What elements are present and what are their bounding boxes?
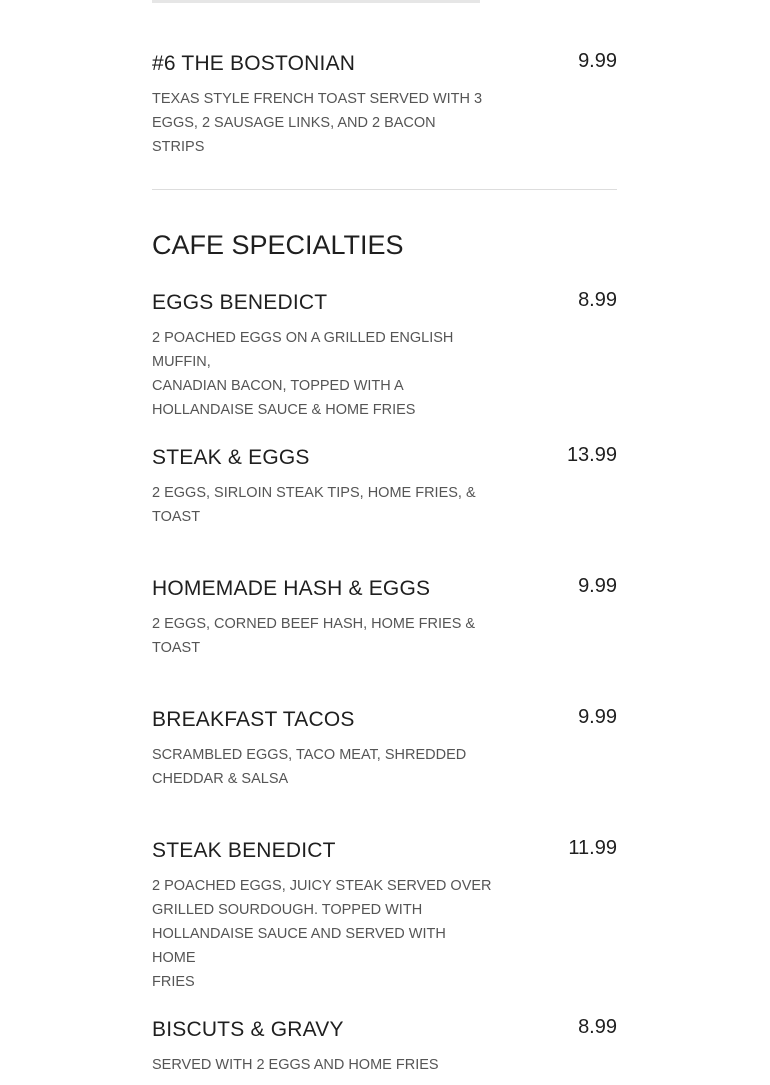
menu-item-price: 8.99: [578, 1016, 617, 1038]
menu-item-description: SERVED WITH 2 EGGS AND HOME FRIES: [152, 1057, 439, 1073]
menu-item-name: STEAK & EGGS: [152, 446, 310, 469]
menu-item-price: 8.99: [578, 289, 617, 311]
menu-item-name: BISCUTS & GRAVY: [152, 1018, 344, 1041]
menu-item-description: 2 EGGS, SIRLOIN STEAK TIPS, HOME FRIES, & TOAST: [152, 485, 476, 525]
menu-item-description: 2 POACHED EGGS, JUICY STEAK SERVED OVER GRILLED SOURDOUGH. TOPPED WITH HOLLANDAISE SAUCE AND SERVED WITH HOME FRIES: [152, 878, 492, 990]
section-divider: [152, 189, 617, 190]
menu-item-name: BREAKFAST TACOS: [152, 708, 355, 731]
menu-item-name: HOMEMADE HASH & EGGS: [152, 577, 431, 600]
menu-item-description: SCRAMBLED EGGS, TACO MEAT, SHREDDED CHEDDAR & SALSA: [152, 747, 467, 787]
menu-item-description: 2 EGGS, CORNED BEEF HASH, HOME FRIES & TOAST: [152, 616, 476, 656]
menu-item-price: 11.99: [568, 837, 617, 859]
menu-item-description: 2 POACHED EGGS ON A GRILLED ENGLISH MUFFIN, CANADIAN BACON, TOPPED WITH A HOLLANDAISE SAUCE & HOME FRIES: [152, 330, 454, 418]
menu-item-name: EGGS BENEDICT: [152, 291, 328, 314]
previous-item-description-clipped: [152, 0, 480, 3]
menu-item-price: 13.99: [566, 444, 617, 466]
menu-item-price: 9.99: [578, 706, 617, 728]
menu-item-name: STEAK BENEDICT: [152, 839, 336, 862]
section-title-cafe-specialties: CAFE SPECIALTIES: [152, 230, 404, 260]
menu-item-price: 9.99: [578, 50, 617, 72]
menu-item-name: #6 THE BOSTONIAN: [152, 52, 356, 75]
menu-item-description: TEXAS STYLE FRENCH TOAST SERVED WITH 3 EGGS, 2 SAUSAGE LINKS, AND 2 BACON STRIPS: [152, 91, 483, 155]
menu-item-price: 9.99: [578, 575, 617, 597]
